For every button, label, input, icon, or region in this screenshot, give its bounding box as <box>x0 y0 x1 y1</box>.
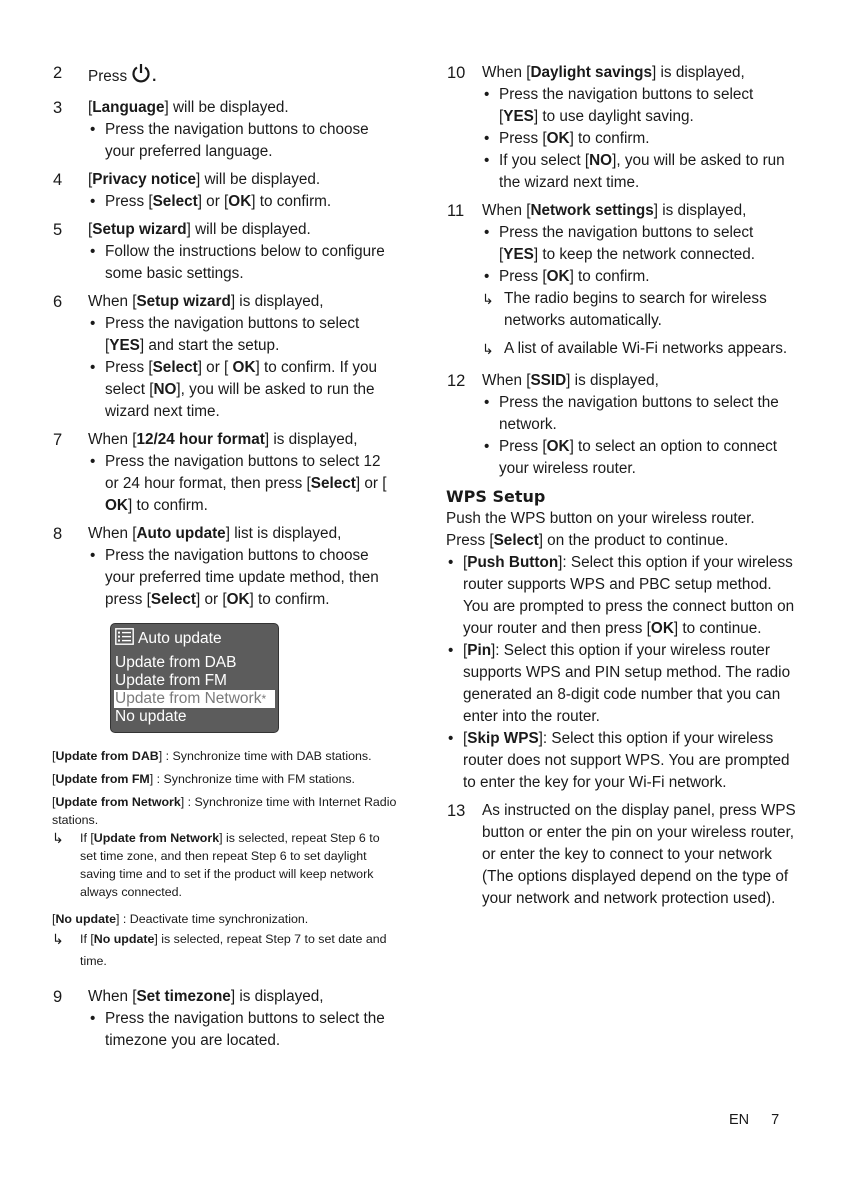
list-item: • Press [OK] to select an option to connect your wireless router. <box>482 436 796 480</box>
wps-section: WPS Setup Push the WPS button on your wireless router. Press [Select] on the product to continue. • [Push Button]: Select this option if your wireless router supports WPS and PBC setup method. You are prompted to press the connect button on your router and then press [OK] to continue. • [Pin]: Select this option if your wireless router supports WPS and PIN setup method. The radio generated an 8-digit code number that you can enter into the router. • [Skip WPS]: Select this option if your wireless router does not support WPS. You are prompted to enter the key for your Wi-Fi network. <box>446 486 796 794</box>
note-item: [No update] : Deactivate time synchronization. <box>52 912 309 926</box>
power-icon <box>130 62 152 91</box>
step-2: 2 Press . <box>52 62 397 91</box>
note-item: [Update from FM] : Synchronize time with FM stations. <box>52 772 355 786</box>
display-option-selected: Update from Network* <box>114 690 275 708</box>
list-item: • Press [OK] to confirm. <box>482 128 796 150</box>
step-5: 5 [Setup wizard] will be displayed. • Follow the instructions below to configure some basic settings. <box>52 219 397 285</box>
note-result: ↳ If [Update from Network] is selected, repeat Step 6 to set time zone, and then repeat Step 6 to set daylight saving time and to set if the product will keep network always connected. <box>52 829 397 901</box>
step-7: 7 When [12/24 hour format] is displayed, • Press the navigation buttons to select 12 or 24 hour format, then press [Select] or [ OK] to confirm. <box>52 429 397 517</box>
step-number: 2 <box>53 64 63 82</box>
step-9: 9 When [Set timezone] is displayed, • Press the navigation buttons to select the timezone you are located. <box>52 986 397 1052</box>
display-header <box>111 628 278 650</box>
step-number: 9 <box>53 988 63 1006</box>
note-item: [Update from Network] : Synchronize time with Internet Radio stations. <box>52 795 397 827</box>
left-column <box>52 62 397 1058</box>
step-number: 4 <box>53 171 63 189</box>
list-item: • Press the navigation buttons to select [YES] to use daylight saving. <box>482 84 796 128</box>
step-13: 13 As instructed on the display panel, press WPS button or enter the pin on your wireless router, or enter the key to connect to your network (The options displayed depend on the type of your network and network protection used). <box>447 802 796 907</box>
step-3: 3 [Language] will be displayed. • Press the navigation buttons to choose your preferred language. <box>52 97 397 163</box>
auto-update-notes <box>52 747 397 972</box>
page-footer <box>729 1112 779 1128</box>
list-item: • [Skip WPS]: Select this option if your wireless router does not support WPS. You are prompted to enter the key for your Wi-Fi network. <box>446 728 796 794</box>
page-number: 7 <box>771 1112 780 1128</box>
step-number: 10 <box>447 64 466 82</box>
list-item: • Press the navigation buttons to select [YES] to keep the network connected. <box>482 222 796 266</box>
note-result: ↳ If [No update] is selected, repeat Step 7 to set date and time. <box>52 928 397 972</box>
step-number: 13 <box>447 802 466 820</box>
list-item: • Press the navigation buttons to choose your preferred language. <box>88 119 397 163</box>
display-option: Update from FM <box>115 672 227 689</box>
list-item: • Press the navigation buttons to select 12 or 24 hour format, then press [Select] or [ OK] to confirm. <box>88 451 397 517</box>
step-number: 3 <box>53 99 63 117</box>
display-option: Update from DAB <box>115 654 237 671</box>
list-item: • Press [Select] or [OK] to confirm. <box>88 191 397 213</box>
right-column <box>446 62 796 916</box>
note-item: [Update from DAB] : Synchronize time with DAB stations. <box>52 749 372 763</box>
step-number: 11 <box>447 202 465 220</box>
list-item: • Press [Select] or [ OK] to confirm. If you select [NO], you will be asked to run the wizard next time. <box>88 357 397 423</box>
step-8: 8 When [Auto update] list is displayed, • Press the navigation buttons to choose your preferred time update method, then press [Select] or [OK] to confirm. <box>52 523 397 611</box>
section-heading: WPS Setup <box>446 487 546 506</box>
step-number: 8 <box>53 525 63 543</box>
step-number: 12 <box>447 372 466 390</box>
list-item: • [Push Button]: Select this option if your wireless router supports WPS and PBC setup method. You are prompted to press the connect button on your router and then press [OK] to continue. <box>446 552 796 640</box>
step-10: 10 When [Daylight savings] is displayed, • Press the navigation buttons to select [YES] to use daylight saving. • Press [OK] to confirm. • If you select [NO], you will be asked to run the wizard next time. <box>446 62 796 194</box>
list-item: • Press the navigation buttons to select [YES] and start the setup. <box>88 313 397 357</box>
step-number: 6 <box>53 293 63 311</box>
step-6: 6 When [Setup wizard] is displayed, • Press the navigation buttons to select [YES] and start the setup. • Press [Select] or [ OK] to confirm. If you select [NO], you will be asked to run the wizard next time. <box>52 291 397 423</box>
list-item: • Press the navigation buttons to select the network. <box>482 392 796 436</box>
step-11: 11 When [Network settings] is displayed, • Press the navigation buttons to select [YES] to keep the network connected. • Press [OK] to confirm. ↳ The radio begins to search for wireless networks automatically. ↳ A list of available Wi-Fi networks appears. <box>446 200 796 360</box>
list-item: • Press the navigation buttons to choose your preferred time update method, then press [Select] or [OK] to confirm. <box>88 545 397 611</box>
list-item: • Press the navigation buttons to select the timezone you are located. <box>88 1008 397 1052</box>
step-12: 12 When [SSID] is displayed, • Press the navigation buttons to select the network. • Press [OK] to select an option to connect your wireless router. <box>446 370 796 480</box>
display-option: No update <box>115 708 187 725</box>
language-code: EN <box>729 1112 750 1128</box>
list-item: • Follow the instructions below to configure some basic settings. <box>88 241 397 285</box>
list-item: • If you select [NO], you will be asked to run the wizard next time. <box>482 150 796 194</box>
step-4: 4 [Privacy notice] will be displayed. • Press [Select] or [OK] to confirm. <box>52 169 397 213</box>
auto-update-display <box>110 623 279 733</box>
result-note: ↳ A list of available Wi-Fi networks appears. <box>482 338 796 360</box>
step-number: 7 <box>53 431 63 449</box>
list-item: • [Pin]: Select this option if your wireless router supports WPS and PIN setup method. The radio generated an 8-digit code number that you can enter into the router. <box>446 640 796 728</box>
list-menu-icon <box>115 628 134 650</box>
list-item: • Press [OK] to confirm. <box>482 266 796 288</box>
result-note: ↳ The radio begins to search for wireless networks automatically. <box>482 288 796 332</box>
display-title: Auto update <box>138 630 222 647</box>
step-number: 5 <box>53 221 63 239</box>
